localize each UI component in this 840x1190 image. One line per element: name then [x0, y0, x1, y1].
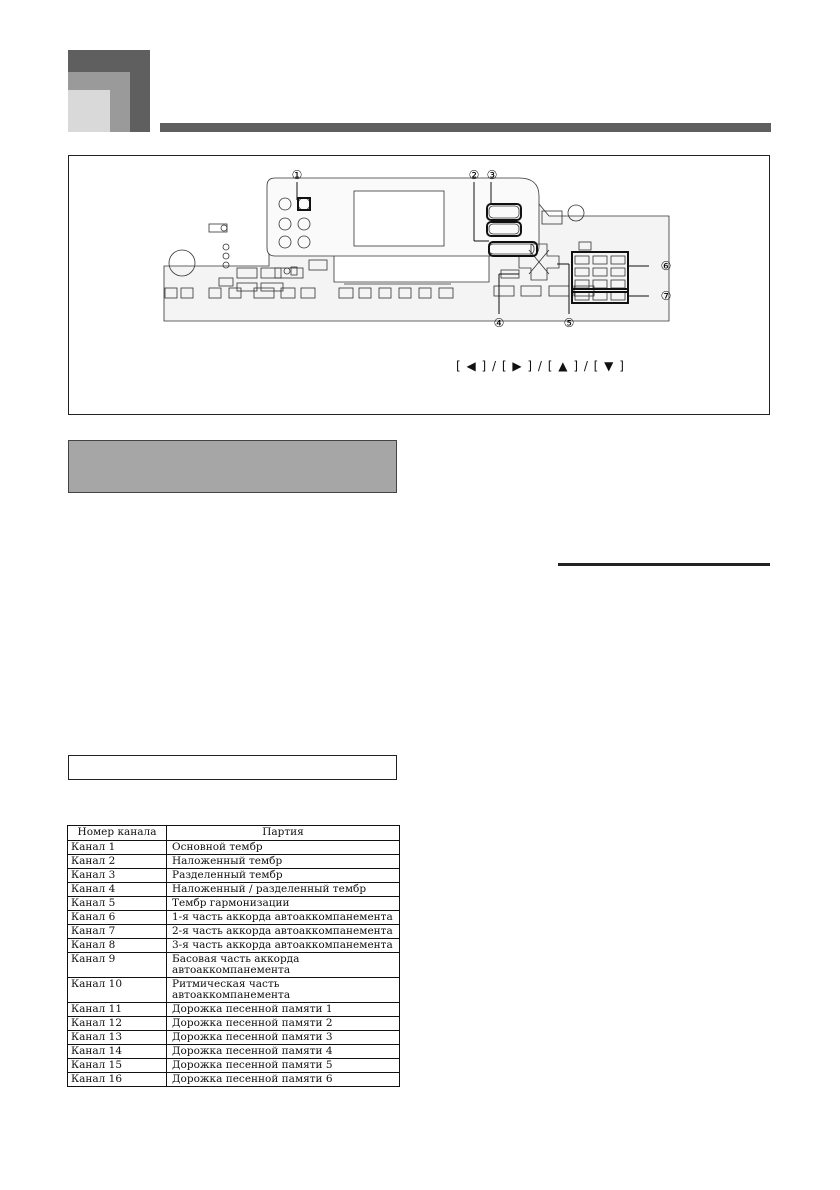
- keyboard-panel-illustration: [68, 155, 770, 415]
- callout-7: ⑦: [660, 289, 672, 303]
- channel-cell: Канал 14: [68, 1045, 167, 1059]
- table-row: [68, 841, 400, 855]
- table-row: [68, 925, 400, 939]
- header-channel-number: Номер канала: [68, 826, 167, 841]
- channel-cell: Канал 16: [68, 1073, 167, 1087]
- subheading-box: [68, 755, 397, 780]
- callout-2: ②: [468, 168, 480, 182]
- channel-cell: Канал 10: [68, 978, 167, 1003]
- table-row: [68, 883, 400, 897]
- part-cell: 3-я часть аккорда автоаккомпанемента: [167, 939, 400, 953]
- channel-cell: Канал 7: [68, 925, 167, 939]
- right-column-rule: [558, 563, 770, 566]
- part-cell: Разделенный тембр: [167, 869, 400, 883]
- table-row: [68, 911, 400, 925]
- channel-cell: Канал 8: [68, 939, 167, 953]
- channel-cell: Канал 6: [68, 911, 167, 925]
- part-cell: Тембр гармонизации: [167, 897, 400, 911]
- channel-cell: Канал 1: [68, 841, 167, 855]
- table-row: [68, 1073, 400, 1087]
- table-row: [68, 1045, 400, 1059]
- table-row: [68, 1017, 400, 1031]
- part-cell: Наложенный / разделенный тембр: [167, 883, 400, 897]
- table-header-row: [68, 826, 400, 841]
- part-cell: Басовая часть аккорда автоаккомпанемента: [167, 953, 400, 978]
- channel-cell: Канал 5: [68, 897, 167, 911]
- channel-cell: Канал 3: [68, 869, 167, 883]
- channel-cell: Канал 15: [68, 1059, 167, 1073]
- arrow-keys-label: [ ◀ ] / [ ▶ ] / [ ▲ ] / [ ▼ ]: [456, 359, 625, 373]
- part-cell: Ритмическая часть автоаккомпанемента: [167, 978, 400, 1003]
- callout-1: ①: [291, 168, 303, 182]
- channel-cell: Канал 9: [68, 953, 167, 978]
- part-cell: Дорожка песенной памяти 1: [167, 1003, 400, 1017]
- part-cell: Дорожка песенной памяти 2: [167, 1017, 400, 1031]
- part-cell: 2-я часть аккорда автоаккомпанемента: [167, 925, 400, 939]
- channel-table: [67, 825, 400, 1087]
- header-part: Партия: [167, 826, 400, 841]
- table-row: [68, 1003, 400, 1017]
- panel-drawing: [69, 156, 771, 416]
- part-cell: 1-я часть аккорда автоаккомпанемента: [167, 911, 400, 925]
- part-cell: Дорожка песенной памяти 3: [167, 1031, 400, 1045]
- section-heading-box: [68, 440, 397, 493]
- channel-cell: Канал 12: [68, 1017, 167, 1031]
- part-cell: Наложенный тембр: [167, 855, 400, 869]
- table-row: [68, 1031, 400, 1045]
- part-cell: Основной тембр: [167, 841, 400, 855]
- channel-cell: Канал 2: [68, 855, 167, 869]
- channel-cell: Канал 11: [68, 1003, 167, 1017]
- table-row: [68, 939, 400, 953]
- table-row: [68, 897, 400, 911]
- channel-cell: Канал 13: [68, 1031, 167, 1045]
- callout-5: ⑤: [563, 316, 575, 330]
- part-cell: Дорожка песенной памяти 5: [167, 1059, 400, 1073]
- part-cell: Дорожка песенной памяти 4: [167, 1045, 400, 1059]
- channel-cell: Канал 4: [68, 883, 167, 897]
- chapter-marker-light: [68, 90, 110, 132]
- table-row: [68, 1059, 400, 1073]
- callout-4: ④: [493, 316, 505, 330]
- header-rule: [160, 123, 771, 132]
- table-row: [68, 855, 400, 869]
- table-row: [68, 953, 400, 978]
- part-cell: Дорожка песенной памяти 6: [167, 1073, 400, 1087]
- callout-6: ⑥: [660, 259, 672, 273]
- table-row: [68, 869, 400, 883]
- table-row: [68, 978, 400, 1003]
- callout-3: ③: [486, 168, 498, 182]
